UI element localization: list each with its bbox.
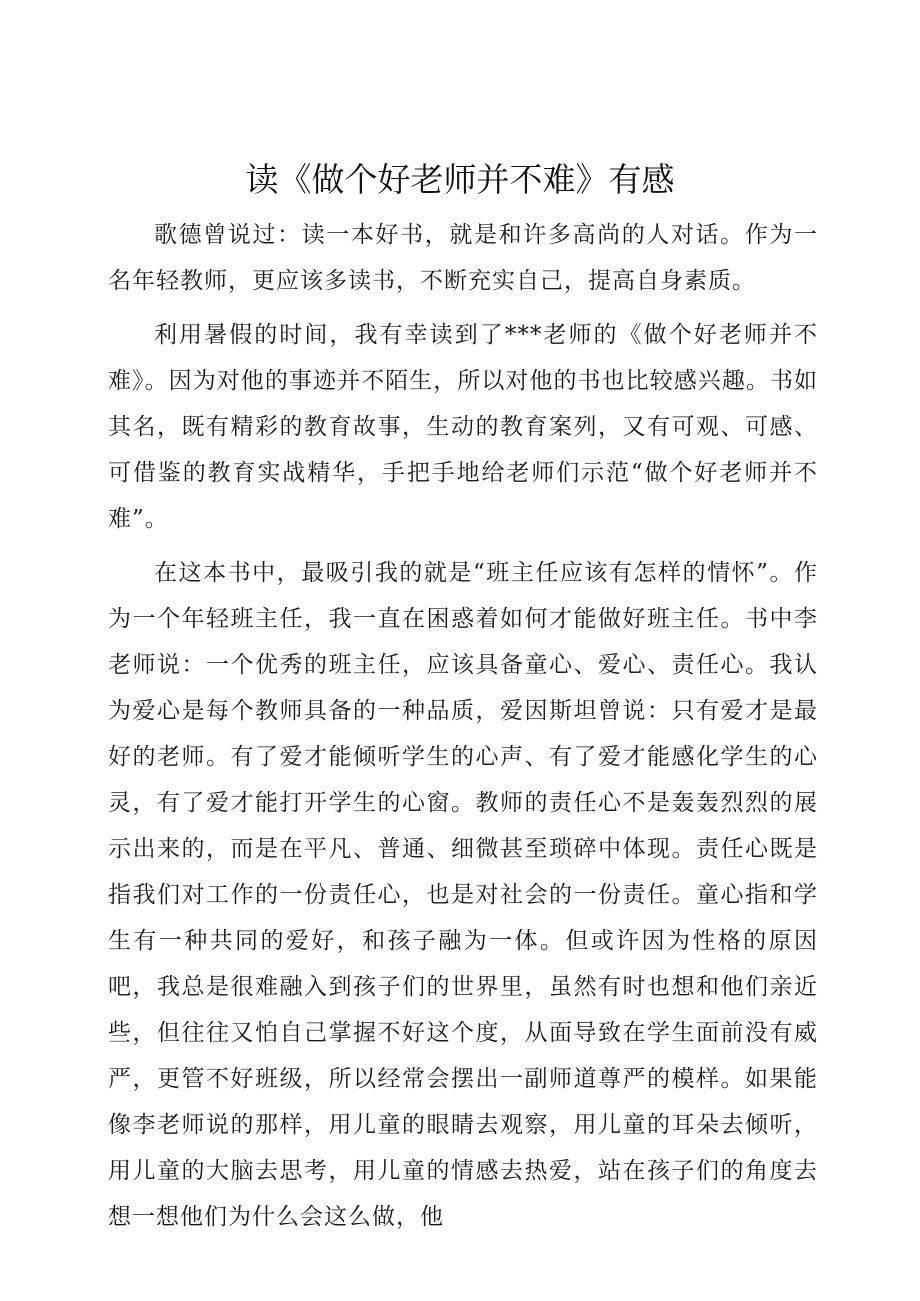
document-body [108, 212, 818, 1248]
paragraph-3: 在这本书中，最吸引我的就是“班主任应该有怎样的情怀”。作为一个年轻班主任，我一直在困惑着如何才能做好班主任。书中李老师说：一个优秀的班主任，应该具备童心、爱心、责任心。我认为爱心是每个教师具备的一种品质，爱因斯坦曾说：只有爱才是最好的老师。有了爱才能倾听学生的心声、有了爱才能感化学生的心灵，有了爱才能打开学生的心窗。教师的责任心不是轰轰烈烈的展示出来的，而是在平凡、普通、细微甚至琐碎中体现。责任心既是指我们对工作的一份责任心，也是对社会的一份责任。童心指和学生有一种共同的爱好，和孩子融为一体。但或许因为性格的原因吧，我总是很难融入到孩子们的世界里，虽然有时也想和他们亲近些，但往往又怕自己掌握不好这个度，从面导致在学生面前没有威严，更管不好班级，所以经常会摆出一副师道尊严的模样。如果能像李老师说的那样，用儿童的眼睛去观察，用儿童的耳朵去倾听，用儿童的大脑去思考，用儿童的情感去热爱，站在孩子们的角度去想一想他们为什么会这么做，他 [108, 560, 818, 1230]
document-title: 读《做个好老师并不难》有感 [245, 160, 675, 199]
paragraph-2: 利用暑假的时间，我有幸读到了***老师的《做个好老师并不难》。因为对他的事迹并不陌生，所以对他的书也比较感兴趣。书如其名，既有精彩的教育故事，生动的教育案列，又有可观、可感、可借鉴的教育实战精华，手把手地给老师们示范“做个好老师并不难”。 [108, 322, 818, 532]
paragraph-1: 歌德曾说过：读一本好书，就是和许多高尚的人对话。作为一名年轻教师，更应该多读书，不断充实自己，提高自身素质。 [108, 222, 818, 294]
